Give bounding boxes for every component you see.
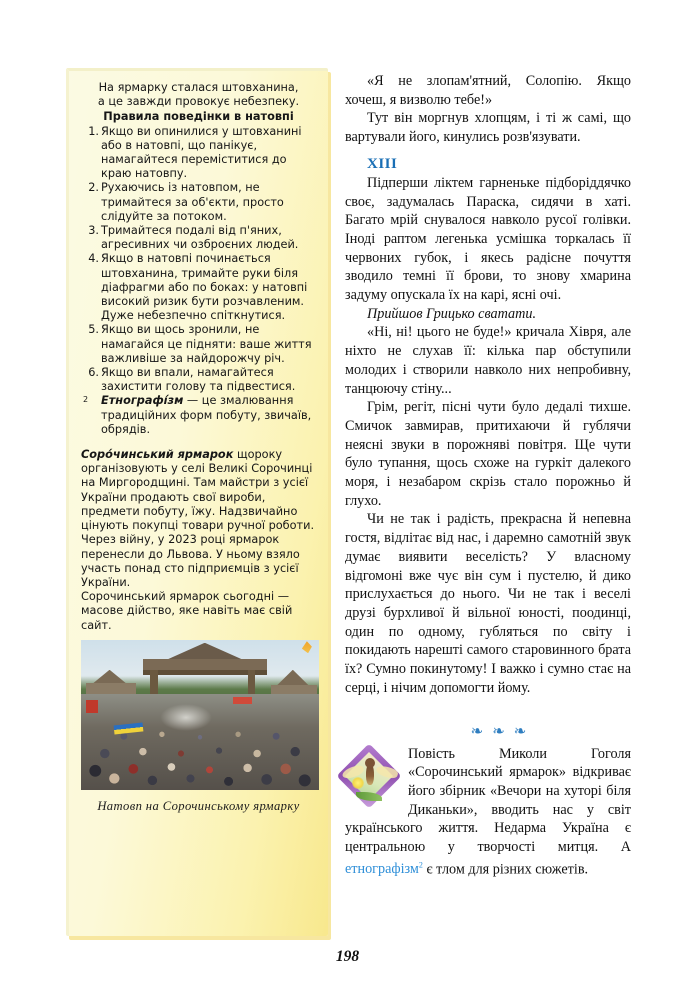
closing-text-part-1: Повість Миколи Гоголя «Сорочинський ярмарок» відкриває його збірник «Вечори на хуторі біля Диканьки», вводить нас у світ українського життя. Недарма Україна є центральною у творчості митця. А — [345, 745, 631, 856]
decorative-fleuron-divider — [375, 721, 631, 740]
fleuron-icon: ❧ — [492, 721, 514, 740]
list-item — [81, 224, 316, 252]
rule-text: Тримайтеся подалі від п'яних, агресивних чи озброєних людей. — [101, 224, 299, 252]
keyword-ethnographism[interactable] — [345, 861, 423, 877]
list-item — [81, 323, 316, 366]
sidebar-fair-note-2: Сорочинський ярмарок сьогодні — масове дійство, яке навіть має свій сайт. — [81, 590, 293, 632]
rule-text: Якщо в натовпі починається штовханина, тримайте руки біля діафрагми або по боках: у натовпі високий ризик бути розчавленим. Дуже небезпечно спіткнутися. — [101, 252, 308, 323]
list-item — [81, 181, 316, 224]
closing-text-part-2: є тлом для різних сюжетів. — [422, 861, 589, 878]
rule-number: 5. — [88, 323, 99, 337]
rule-text: Рухаючись із натовпом, не тримайтеся за об'єкти, просто слідуйте за потоком. — [101, 181, 284, 223]
closing-commentary-block — [345, 745, 631, 880]
paragraph: Тут він моргнув хлопцям, і ті ж самі, що вартували його, кинулись розв'язувати. — [345, 110, 631, 146]
paragraph: «Я не злопам'ятний, Солопію. Якщо хочеш, я визволю тебе!» — [345, 73, 631, 108]
sidebar-heading: Правила поведінки в натовпі — [103, 110, 294, 124]
sidebar-spacer — [81, 437, 316, 448]
photo-banner-left — [86, 700, 98, 714]
fleuron-icon: ❧ — [470, 721, 493, 740]
fair-note-body: щороку організовують у селі Великі Сорочинці на Миргородщині. Там майстри з усієї України продають свої вироби, предмети побуту, їжу. Надзвичайно цінують покупці товари ручної роботи. Через війну, у 2023 році ярмарок перенесли до Львова. У ньому взяло участь понад сто підприємців з усієї України. — [81, 448, 315, 589]
list-item — [81, 125, 316, 182]
sidebar-intro-line-1: На ярмарку сталася штовханина, — [98, 81, 299, 94]
page-number: 198 — [335, 948, 360, 965]
section-number-heading: XIII — [367, 155, 398, 172]
sidebar-fair-note — [81, 448, 316, 590]
paragraph: «Ні, ні! цього не буде!» кричала Хівря, але ніхто не слухав її: кілька пар обступили молодих і створили навколо них непробивну, танцюючу стіну... — [345, 324, 631, 397]
sidebar-info-box — [66, 68, 328, 936]
footnote-term: Етнографі́зм — [101, 394, 184, 408]
keyword-footnote-marker: 2 — [418, 860, 423, 870]
fairy-head — [365, 758, 375, 768]
rule-number: 3. — [88, 224, 99, 238]
footnote-definition: — це змалювання традиційних форм побуту, звичаїв, обрядів. — [101, 394, 312, 436]
list-item — [81, 366, 316, 394]
paragraph: Чи не так і радість, прекрасна й непевна гостя, відлітає від нас, і даремно самотній звук думає виявити веселість? У власному відгомоні вже чує він сум і пустелю, й дико прислухається до нього. Чи не так і веселі друзі бурхливої й вільної юності, поодинці, один по одному, губляться по світу і покидають нарешті самого старовинного брата їх? Сумно покинутому! І важко і сумно стає на серці, і нічим допомогти йому. — [345, 511, 631, 696]
photo-crowd-highlight — [160, 704, 212, 731]
italic-line: Прийшов Грицько сватати. — [367, 305, 537, 322]
rule-number: 2. — [88, 181, 99, 195]
list-item — [81, 252, 316, 323]
paragraph: Грім, регіт, пісні чути було дедалі тихше. Смичок завмирав, притихаючи й гублячи неясні звуки в порожняві повітря. Ще чути було тупання, щось схоже на гуркіт далекого моря, і незабаром скрізь стало порожньо й глухо. — [345, 399, 631, 509]
rule-number: 4. — [88, 252, 99, 266]
fairy-firefly-icon — [340, 747, 400, 809]
photo-illustration — [81, 640, 319, 790]
sidebar-footnote-ethnographism — [81, 394, 316, 437]
crowd-safety-rules-list — [81, 125, 316, 395]
rule-text: Якщо ви впали, намагайтеся захистити голову та підвестися. — [101, 366, 296, 394]
rule-text: Якщо ви щось зронили, не намагайся це підняти: ваше життя важливіше за найдорожчу річ. — [101, 323, 312, 365]
footnote-marker: 2 — [83, 395, 89, 405]
rule-number: 1. — [88, 124, 99, 138]
rule-number: 6. — [88, 366, 99, 380]
keyword-label: етнографізм — [345, 861, 419, 878]
paragraph: Підперши ліктем гарненьке підборіддячко своє, задумалась Параска, сидячи в хаті. Багато мрій снувалося навколо русої голівки. Іноді раптом легенька усмішка торкалась її червоних губок, і якесь радісне почуття зводило темні її брови, то знову хмарина задуму опускала їх на карі, ясні очі. — [345, 174, 631, 304]
sidebar-intro-line-2: а це завжди провокує небезпеку. — [97, 95, 300, 109]
fleuron-icon: ❧ — [513, 721, 536, 740]
photo-banner-right — [233, 697, 252, 705]
fair-note-term: Соро́чинський ярмарок — [81, 448, 234, 462]
sorochyntsi-fair-photo — [81, 640, 319, 790]
main-text-column — [345, 72, 631, 879]
photo-caption: Натовп на Сорочинському ярмарку — [97, 798, 300, 813]
rule-text: Якщо ви опинилися у штовханині або в натовпі, що панікує, намагайтеся переміститися до краю натовпу. — [101, 124, 302, 181]
fairy-lantern-glow — [352, 777, 364, 789]
